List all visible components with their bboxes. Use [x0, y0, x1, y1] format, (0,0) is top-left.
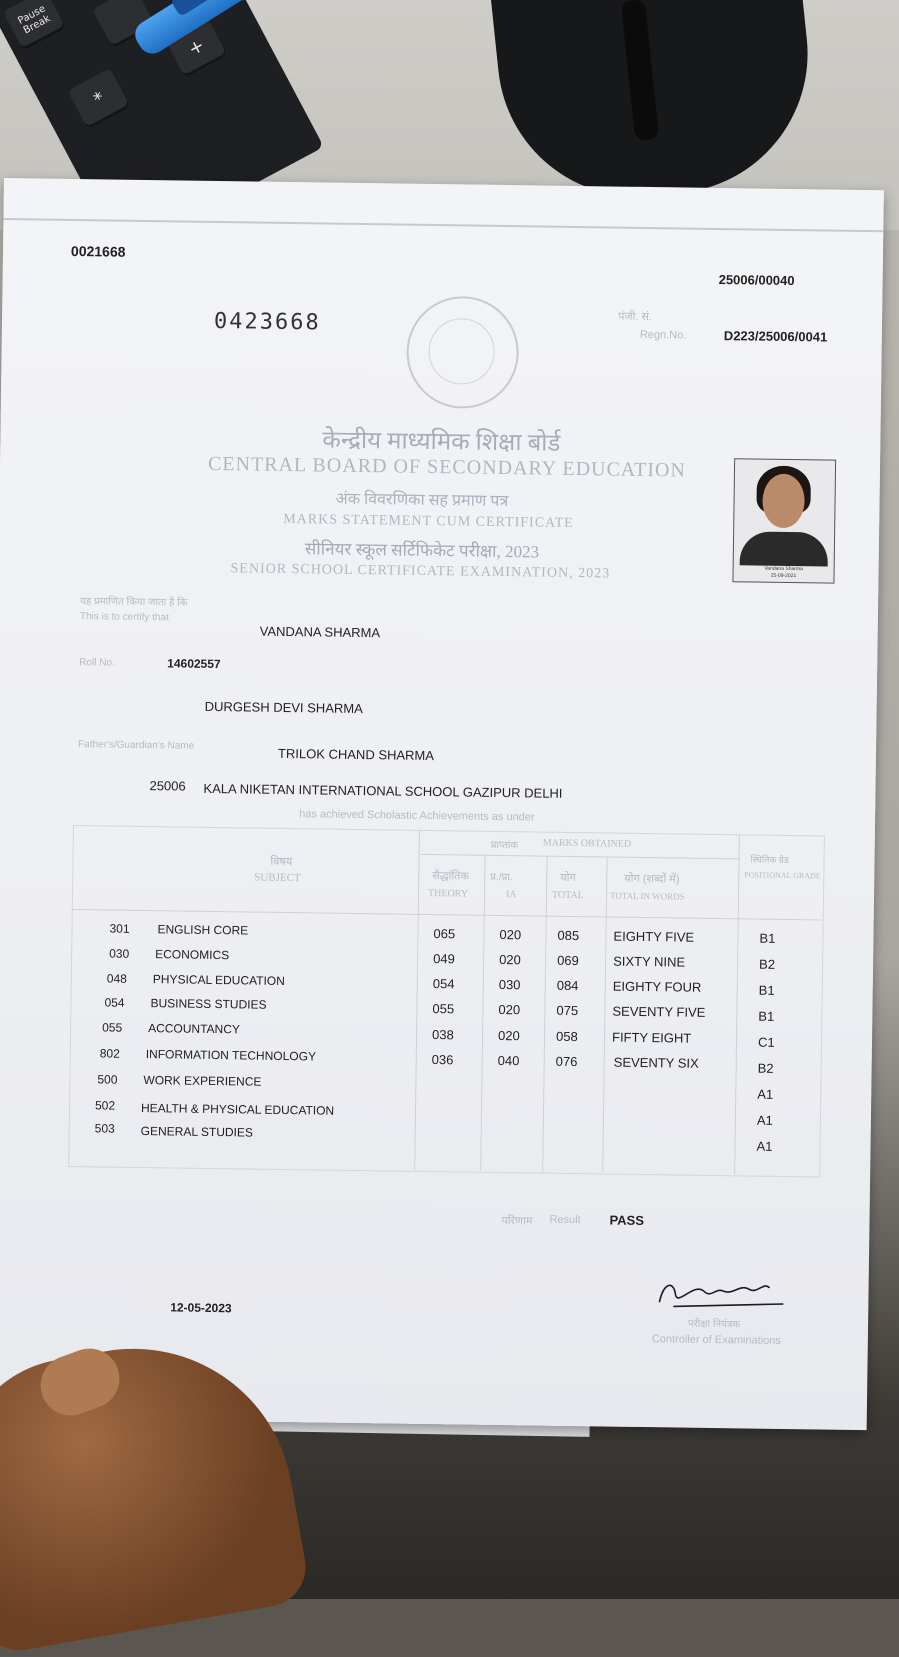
header-marks: MARKS OBTAINED	[542, 837, 632, 850]
subject-code: 503	[94, 1121, 115, 1136]
grade: C1	[757, 1034, 775, 1050]
total-marks: 084	[556, 977, 579, 994]
candidate-photo	[732, 458, 836, 583]
header-subject-hindi: विषय	[270, 855, 293, 869]
total-in-words: EIGHTY FIVE	[613, 928, 695, 945]
header-words: TOTAL IN WORDS	[609, 890, 685, 902]
roll-label: Roll No.	[79, 657, 115, 669]
subject-code: 802	[99, 1046, 120, 1061]
regn-label: Regn.No.	[639, 328, 687, 342]
total-in-words: SEVENTY FIVE	[612, 1003, 706, 1020]
subject-name: ENGLISH CORE	[157, 922, 249, 938]
grade: B1	[758, 1008, 775, 1024]
certify-label: This is to certify that	[79, 611, 169, 624]
photo-caption-name: Vandana Sharma	[764, 565, 803, 573]
header-total: TOTAL	[551, 889, 584, 902]
header-theory: THEORY	[427, 887, 469, 900]
header-words-hindi: योग (शब्दों में)	[624, 872, 680, 886]
header-ia: IA	[505, 889, 517, 901]
issue-date: 12-05-2023	[170, 1300, 232, 1316]
result-value: PASS	[609, 1212, 645, 1229]
achievement-line: has achieved Scholastic Achievements as under	[299, 808, 535, 824]
grade: A1	[757, 1086, 774, 1102]
total-marks: 085	[557, 927, 580, 944]
pause-break-key: Pause Break	[3, 0, 66, 51]
candidate-name: VANDANA SHARMA	[259, 623, 381, 641]
star-key: *	[68, 68, 131, 129]
doc-title-hindi: अंक विवरणिका सह प्रमाण पत्र	[335, 490, 509, 511]
header-grade-hindi: स्थितिक ग्रेड	[750, 854, 789, 866]
exam-name: SENIOR SCHOOL CERTIFICATE EXAMINATION, 2023	[230, 561, 611, 582]
school-name: KALA NIKETAN INTERNATIONAL SCHOOL GAZIPUR DELHI	[203, 780, 563, 801]
header-theory-hindi: सैद्धांतिक	[432, 870, 470, 883]
theory-marks: 054	[432, 976, 455, 992]
father-name: TRILOK CHAND SHARMA	[277, 745, 435, 764]
theory-marks: 055	[432, 1001, 455, 1017]
subject-name: GENERAL STUDIES	[140, 1124, 254, 1140]
subject-code: 054	[104, 995, 125, 1010]
header-grade: POSITIONAL GRADE	[744, 870, 821, 881]
subject-name: PHYSICAL EDUCATION	[152, 972, 285, 988]
subject-name: ACCOUNTANCY	[148, 1021, 241, 1037]
ia-marks: 030	[498, 976, 521, 993]
grade: B1	[758, 982, 775, 998]
father-label: Father's/Guardian's Name	[78, 739, 195, 752]
regn-label-hindi: पंजी. सं.	[618, 310, 653, 324]
subject-name: WORK EXPERIENCE	[143, 1073, 262, 1089]
certify-label-hindi: यह प्रमाणित किया जाता है कि	[80, 596, 188, 609]
serial-number-right: 25006/00040	[718, 271, 795, 289]
ia-marks: 020	[499, 951, 521, 968]
school-code: 25006	[149, 778, 186, 794]
roll-number: 14602557	[167, 656, 221, 672]
header-marks-hindi: प्राप्तांक	[490, 839, 519, 852]
result-label-hindi: परिणाम	[501, 1215, 533, 1228]
subject-code: 030	[109, 946, 130, 961]
subject-code: 048	[106, 971, 127, 986]
exam-name-hindi: सीनियर स्कूल सर्टिफिकेट परीक्षा, 2023	[304, 539, 540, 562]
certificate-number: 0423668	[213, 308, 321, 336]
result-label: Result	[549, 1213, 581, 1227]
header-subject: SUBJECT	[254, 871, 301, 885]
board-name: CENTRAL BOARD OF SECONDARY EDUCATION	[207, 452, 687, 482]
total-in-words: FIFTY EIGHT	[611, 1029, 692, 1046]
board-name-hindi: केन्द्रीय माध्यमिक शिक्षा बोर्ड	[322, 427, 561, 457]
total-marks: 075	[556, 1002, 579, 1019]
total-marks: 076	[555, 1053, 578, 1070]
subject-name: BUSINESS STUDIES	[150, 996, 267, 1012]
total-in-words: SEVENTY SIX	[613, 1054, 699, 1071]
controller-title-hindi: परीक्षा नियंत्रक	[687, 1318, 741, 1331]
controller-title: Controller of Examinations	[651, 1333, 781, 1347]
doc-title: MARKS STATEMENT CUM CERTIFICATE	[283, 511, 574, 531]
marks-statement-sheet	[0, 178, 884, 1430]
theory-marks: 036	[431, 1052, 454, 1068]
photo-caption	[733, 565, 833, 580]
theory-marks: 065	[433, 926, 456, 942]
subject-name: INFORMATION TECHNOLOGY	[145, 1047, 317, 1064]
cbse-seal-icon	[406, 296, 520, 410]
total-marks: 069	[557, 952, 579, 969]
grade: A1	[756, 1138, 773, 1154]
grade: B2	[758, 956, 776, 972]
serial-number-left: 0021668	[70, 242, 126, 260]
grade: B1	[759, 930, 776, 946]
controller-signature	[653, 1272, 794, 1314]
photo-caption-date: 25-09-2021	[770, 572, 797, 580]
subject-code: 502	[94, 1098, 116, 1113]
ia-marks: 020	[499, 926, 522, 943]
grade: A1	[756, 1112, 773, 1128]
subject-code: 055	[102, 1020, 123, 1035]
theory-marks: 038	[431, 1027, 454, 1043]
subject-code: 500	[97, 1072, 118, 1087]
subject-name: ECONOMICS	[155, 947, 230, 963]
header-ia-hindi: प्र./प्रा.	[490, 871, 513, 884]
subject-name: HEALTH & PHYSICAL EDUCATION	[140, 1101, 335, 1118]
plus-key: +	[165, 17, 228, 78]
ia-marks: 020	[497, 1027, 520, 1044]
subject-code: 301	[109, 921, 130, 936]
registration-number: D223/25006/0041	[723, 328, 828, 345]
header-total-hindi: योग	[560, 871, 576, 885]
grade: B2	[757, 1060, 774, 1076]
ia-marks: 040	[497, 1052, 520, 1069]
total-in-words: SIXTY NINE	[613, 953, 686, 970]
mother-name: DURGESH DEVI SHARMA	[204, 698, 363, 717]
total-marks: 058	[555, 1028, 578, 1045]
ia-marks: 020	[498, 1001, 521, 1018]
total-in-words: EIGHTY FOUR	[612, 978, 702, 995]
paper-fold	[3, 218, 883, 232]
theory-marks: 049	[433, 951, 455, 967]
